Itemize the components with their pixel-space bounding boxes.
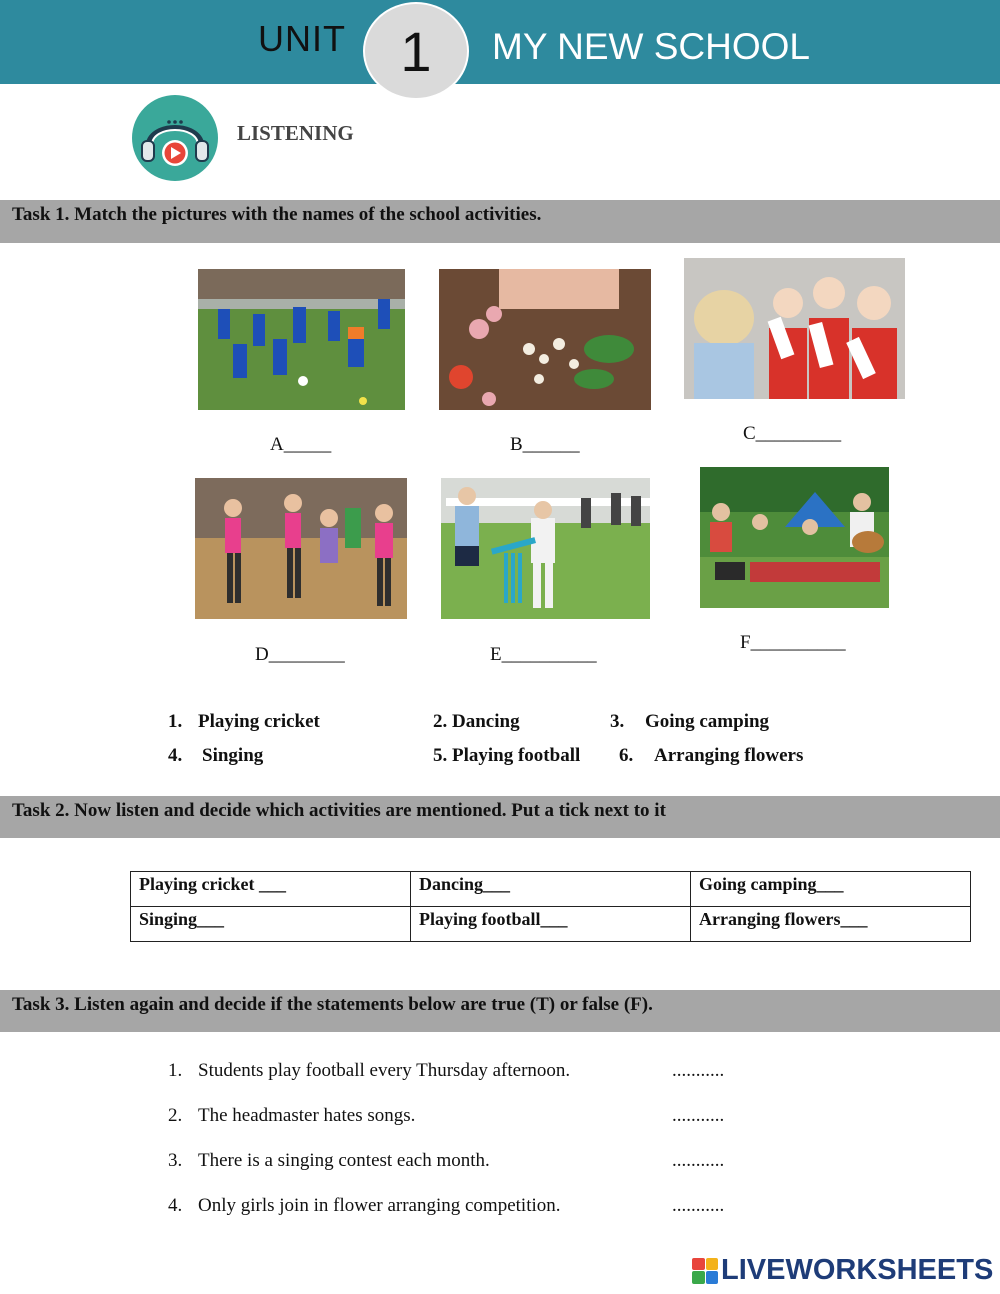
picture-f-label: F__________ — [740, 632, 846, 653]
option-number: 1. — [168, 711, 183, 732]
tick-cell[interactable]: Playing cricket ___ — [131, 872, 411, 907]
task2-heading: Task 2. Now listen and decide which activities are mentioned. Put a tick next to it — [0, 796, 1000, 838]
children-singing-photo — [684, 258, 905, 399]
table-row — [131, 872, 971, 907]
option-item — [619, 745, 803, 767]
picture-e-label: E__________ — [490, 644, 597, 665]
option-text: Going camping — [645, 711, 770, 732]
option-text: Arranging flowers — [654, 745, 804, 766]
tick-cell[interactable]: Going camping___ — [691, 872, 971, 907]
tick-cell[interactable]: Dancing___ — [411, 872, 691, 907]
statement-text: There is a singing contest each month. — [198, 1150, 490, 1171]
dancing-class-photo — [195, 478, 407, 619]
task1-heading: Task 1. Match the pictures with the names of the school activities. — [0, 200, 1000, 243]
brand-text: LIVEWORKSHEETS — [721, 1254, 994, 1286]
option-text: Dancing — [452, 711, 520, 732]
option-number: 6. — [619, 745, 634, 766]
option-item — [168, 711, 320, 733]
picture-b-label: B______ — [510, 434, 580, 455]
option-item — [168, 745, 263, 767]
liveworksheets-logo[interactable] — [692, 1254, 993, 1287]
tick-table — [130, 871, 971, 942]
statement-item — [168, 1060, 570, 1082]
tick-cell[interactable]: Singing___ — [131, 907, 411, 942]
option-number: 2. — [433, 711, 448, 732]
liveworksheets-mark-icon — [692, 1258, 718, 1284]
answer-blank[interactable]: ........... — [672, 1195, 725, 1216]
option-text: Singing — [202, 745, 264, 766]
flower-arranging-photo — [439, 269, 651, 410]
headphones-play-icon — [132, 95, 218, 181]
statement-number: 4. — [168, 1195, 183, 1216]
camping-group-photo — [700, 467, 889, 608]
tick-cell[interactable]: Playing football___ — [411, 907, 691, 942]
statement-number: 1. — [168, 1060, 183, 1081]
answer-blank[interactable]: ........... — [672, 1105, 725, 1126]
answer-blank[interactable]: ........... — [672, 1060, 725, 1081]
statement-number: 2. — [168, 1105, 183, 1126]
statement-number: 3. — [168, 1150, 183, 1171]
statement-item — [168, 1195, 561, 1217]
option-number: 3. — [610, 711, 625, 732]
picture-d-label: D________ — [255, 644, 345, 665]
option-text: Playing football — [452, 745, 581, 766]
picture-a-label: A_____ — [270, 434, 332, 455]
unit-number-badge: 1 — [363, 2, 469, 100]
option-item — [610, 711, 769, 733]
option-number: 4. — [168, 745, 183, 766]
table-row — [131, 907, 971, 942]
tick-cell[interactable]: Arranging flowers___ — [691, 907, 971, 942]
statement-text: Students play football every Thursday afternoon. — [198, 1060, 571, 1081]
statement-text: The headmaster hates songs. — [198, 1105, 416, 1126]
statement-item — [168, 1150, 490, 1172]
unit-label: UNIT — [258, 18, 346, 59]
option-text: Playing cricket — [198, 711, 320, 732]
option-item — [433, 711, 520, 733]
listening-label: LISTENING — [237, 121, 354, 145]
cricket-batsman-photo — [441, 478, 650, 619]
statement-text: Only girls join in flower arranging competition. — [198, 1195, 561, 1216]
football-players-photo — [198, 269, 405, 410]
task3-heading: Task 3. Listen again and decide if the statements below are true (T) or false (F). — [0, 990, 1000, 1032]
statement-item — [168, 1105, 415, 1127]
option-item — [433, 745, 580, 767]
picture-c-label: C_________ — [743, 423, 842, 444]
option-number: 5. — [433, 745, 448, 766]
unit-title: MY NEW SCHOOL — [492, 26, 810, 67]
answer-blank[interactable]: ........... — [672, 1150, 725, 1171]
